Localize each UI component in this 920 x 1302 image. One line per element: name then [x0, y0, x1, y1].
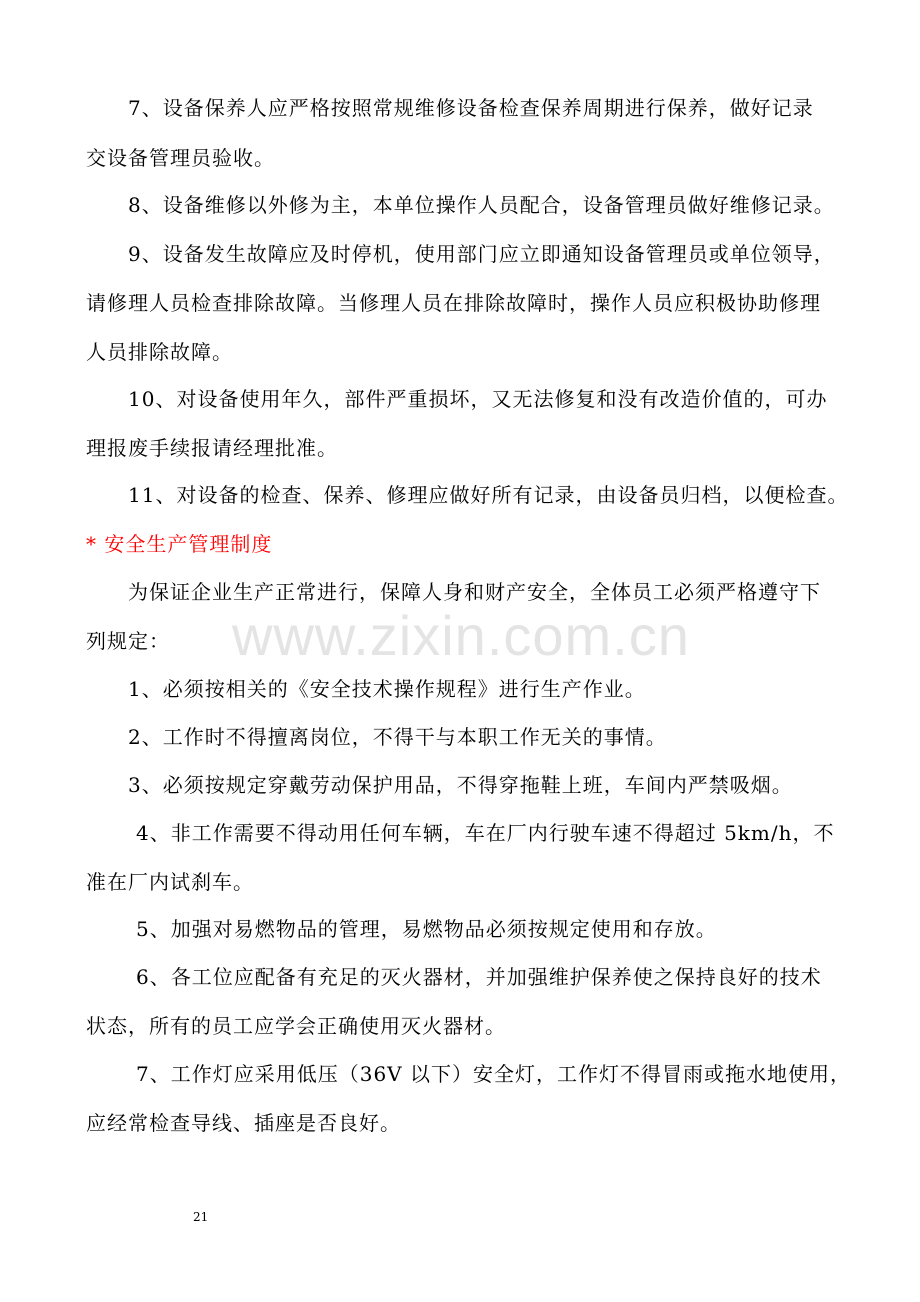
watermark: www.zixin.com.cn: [232, 604, 690, 667]
paragraph-line: 1、必须按相关的《安全技术操作规程》进行生产作业。: [128, 677, 646, 701]
paragraph-line: 11、对设备的检查、保养、修理应做好所有记录，由设备员归档，以便检查。: [128, 483, 849, 507]
paragraph-line: 6、各工位应配备有充足的灭火器材，并加强维护保养使之保持良好的技术: [136, 965, 822, 989]
paragraph-line: 7、设备保养人应严格按照常规维修设备检查保养周期进行保养，做好记录: [128, 96, 814, 120]
paragraph-line: 5、加强对易燃物品的管理，易燃物品必须按规定使用和存放。: [136, 917, 717, 941]
paragraph-line: 准在厂内试刹车。: [86, 870, 254, 894]
paragraph-line: 8、设备维修以外修为主，本单位操作人员配合，设备管理员做好维修记录。: [128, 193, 835, 217]
paragraph-line: 4、非工作需要不得动用任何车辆，车在厂内行驶车速不得超过 5km/h，不: [136, 821, 835, 845]
page-number: 21: [193, 1210, 209, 1224]
paragraph-line: 7、工作灯应采用低压（36V 以下）安全灯，工作灯不得冒雨或拖水地使用，: [136, 1062, 851, 1086]
paragraph-line: 3、必须按规定穿戴劳动保护用品，不得穿拖鞋上班，车间内严禁吸烟。: [128, 773, 793, 797]
paragraph-line: 状态，所有的员工应学会正确使用灭火器材。: [86, 1014, 506, 1038]
paragraph-line: 交设备管理员验收。: [86, 146, 275, 170]
paragraph-line: 列规定：: [86, 629, 170, 653]
paragraph-line: 应经常检查导线、插座是否良好。: [86, 1111, 401, 1135]
paragraph-line: 2、工作时不得擅离岗位，不得干与本职工作无关的事情。: [128, 725, 667, 749]
paragraph-line: 9、设备发生故障应及时停机，使用部门应立即通知设备管理员或单位领导，: [128, 242, 835, 266]
paragraph-line: 10、对设备使用年久，部件严重损坏，又无法修复和没有改造价值的，可办: [128, 387, 828, 411]
paragraph-line: 请修理人员检查排除故障。当修理人员在排除故障时，操作人员应积极协助修理: [86, 291, 821, 315]
section-heading: * 安全生产管理制度: [86, 532, 273, 556]
paragraph-line: 理报废手续报请经理批准。: [86, 436, 338, 460]
paragraph-line: 人员排除故障。: [86, 340, 233, 364]
paragraph-line: 为保证企业生产正常进行，保障人身和财产安全，全体员工必须严格遵守下: [128, 580, 821, 604]
